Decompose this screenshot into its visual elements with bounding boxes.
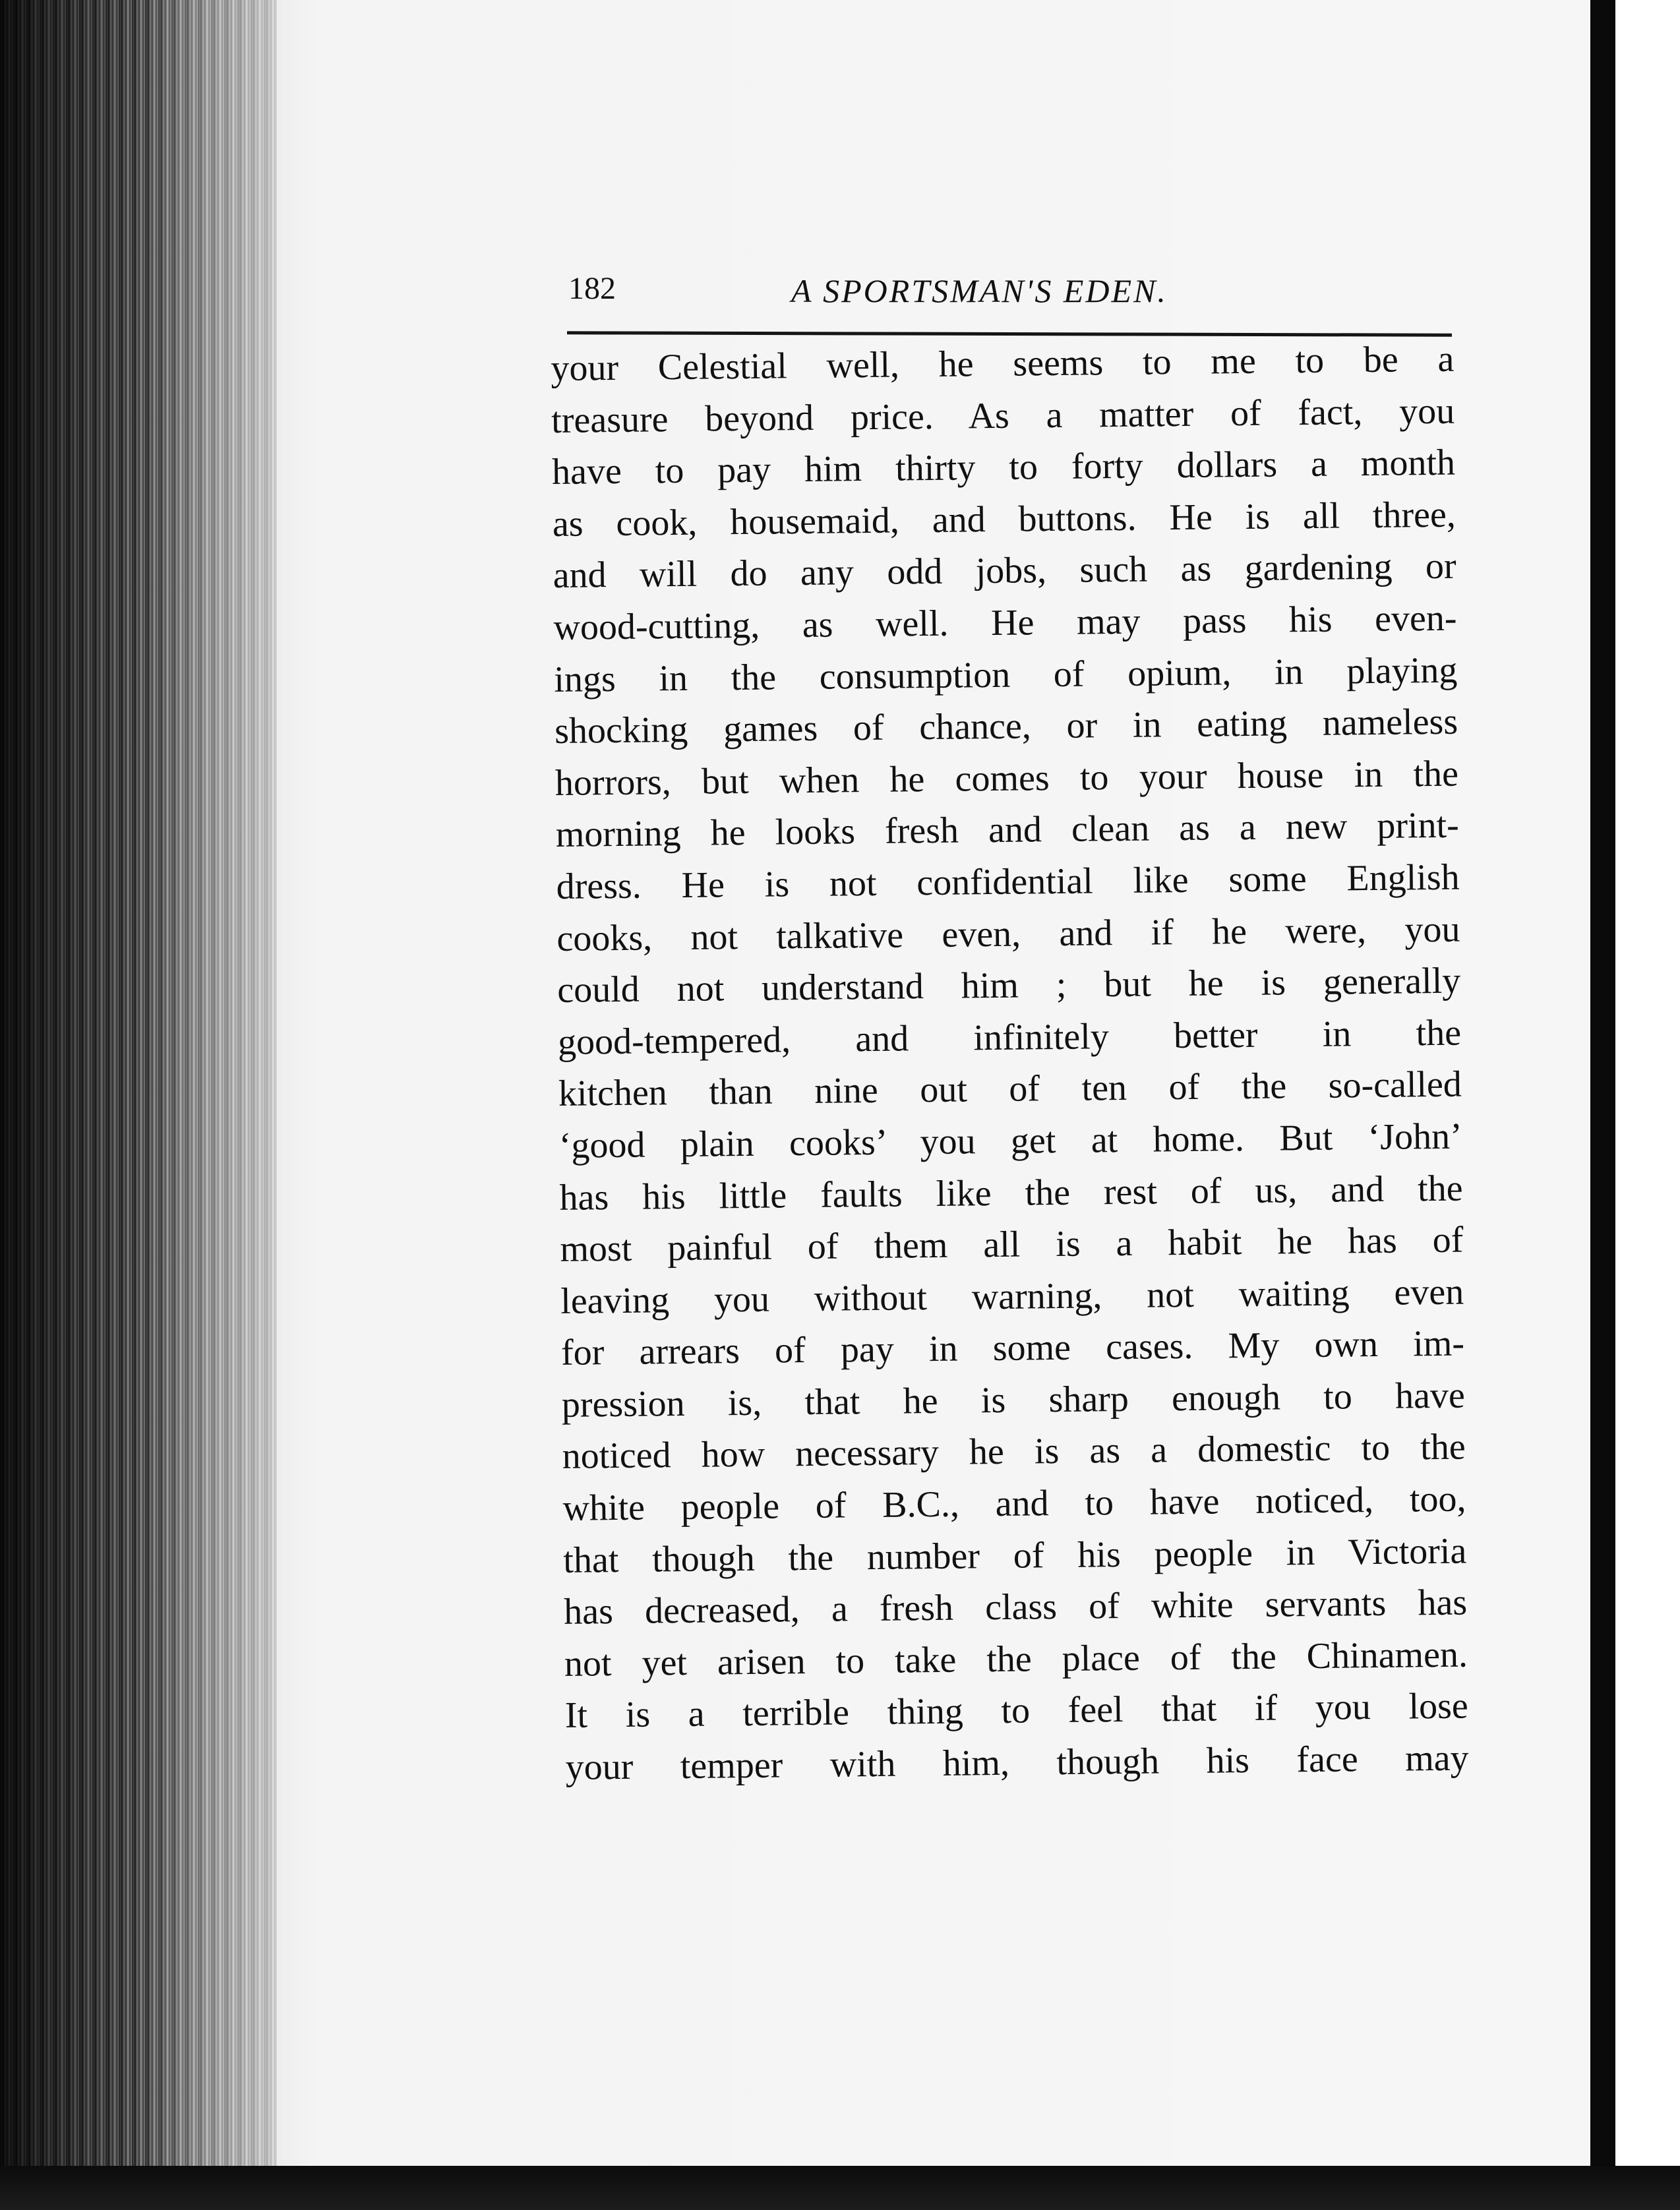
text-line: your temper with him, though his face may [565,1737,1469,1788]
text-line: leaving you without warning, not waiting even [560,1271,1464,1322]
text-line: shocking games of chance, or in eating nameless [554,701,1458,752]
text-line: has decreased, a fresh class of white servants has [563,1582,1468,1633]
text-line: most painful of them all is a habit he has of [560,1219,1464,1270]
text-line: noticed how necessary he is as a domestic to the [562,1427,1466,1478]
text-line: It is a terrible thing to feel that if you lose [564,1685,1469,1737]
text-line: good-tempered, and infinitely better in the [557,1012,1462,1063]
gutter-shadow [1590,0,1615,2210]
text-line: white people of B.C., and to have noticed, too, [562,1478,1466,1529]
text-line: and will do any odd jobs, such as gardening or [553,546,1456,597]
text-line: your Celestial well, he seems to me to be a [551,338,1455,389]
facing-page [1615,0,1680,2210]
text-line: could not understand him ; but he is generally [556,960,1461,1011]
page-edges [0,0,297,2210]
text-line: for arrears of pay in some cases. My own im- [560,1323,1465,1374]
page-number: 182 [568,271,616,306]
text-line: ‘good plain cooks’ you get at home. But ‘John’ [558,1116,1463,1166]
text-line: as cook, housemaid, and buttons. He is all three, [552,494,1456,545]
text-line: ings in the consumption of opium, in playing [554,649,1458,700]
text-line: wood-cutting, as well. He may pass his even- [553,597,1457,648]
text-line: that though the number of his people in Victoria [563,1530,1467,1581]
body-text [551,334,1469,1794]
text-line: pression is, that he is sharp enough to have [561,1375,1466,1425]
text-line: dress. He is not confidential like some English [556,856,1460,907]
running-title: A SPORTSMAN'S EDEN. [791,272,1168,309]
text-line: horrors, but when he comes to your house in the [555,753,1459,804]
text-line: not yet arisen to take the place of the Chinamen. [564,1634,1468,1685]
text-line: kitchen than nine out of ten of the so-called [558,1063,1462,1115]
text-line: cooks, not talkative even, and if he were, you [556,909,1460,959]
bottom-shadow [0,2166,1680,2210]
text-line: have to pay him thirty to forty dollars a month [551,442,1456,493]
running-head [568,262,1452,319]
text-line: morning he looks fresh and clean as a new print- [555,804,1460,856]
text-line: treasure beyond price. As a matter of fact, you [551,390,1455,441]
text-line: has his little faults like the rest of us, and the [559,1168,1463,1218]
